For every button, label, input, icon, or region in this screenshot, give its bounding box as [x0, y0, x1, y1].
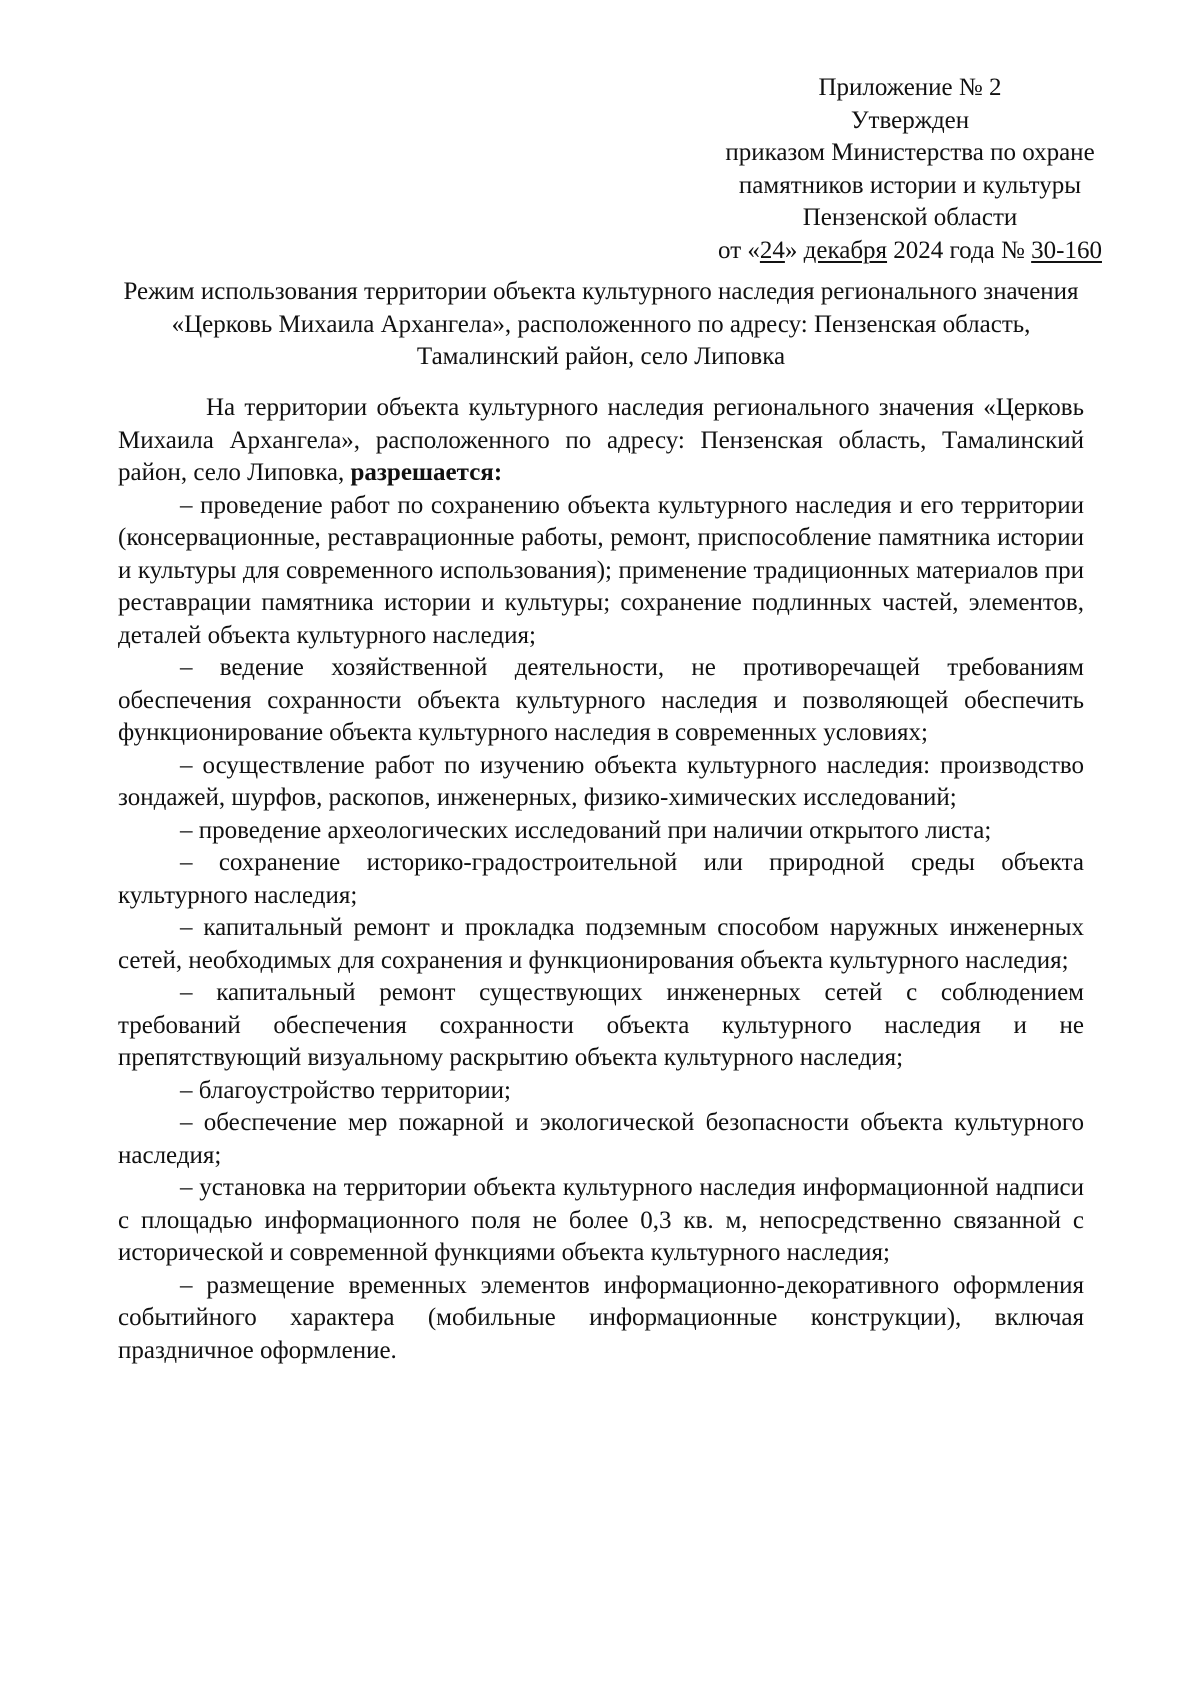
order-date-line — [650, 235, 1170, 268]
list-item: – капитальный ремонт существующих инженерных сетей с соблюдением требований обеспечения сохранности объекта культурного наследия и не препятствующий визуальному раскрытию объекта культурного наследия; — [118, 979, 1084, 1071]
date-prefix: от « — [718, 236, 760, 264]
document-body — [118, 392, 1084, 1367]
list-item: – проведение археологических исследований при наличии открытого листа; — [180, 816, 992, 844]
list-item: – проведение работ по сохранению объекта культурного наследия и его территории (консервационные, реставрационные работы, ремонт, приспособление памятника истории и культуры для современного использования); применение традиционных материалов при реставрации памятника истории и культуры; сохранение подлинных частей, элементов, деталей объекта культурного наследия; — [118, 491, 1084, 649]
appendix-label: Приложение № 2 — [818, 74, 1002, 101]
list-item: – осуществление работ по изучению объекта культурного наследия: производство зондажей, шурфов, раскопов, инженерных, физико-химических исследований; — [118, 751, 1084, 811]
intro-paragraph — [118, 392, 1084, 490]
region-line: Пензенской области — [802, 204, 1018, 231]
intro-text: На территории объекта культурного наследия регионального значения «Церковь Михаила Архангела», расположенного по адресу: Пензенская область, Тамалинский район, село Липовка, — [118, 394, 1084, 486]
list-item: – установка на территории объекта культурного наследия информационной надписи с площадью информационного поля не более 0,3 кв. м, непосредственно связанной с исторической и современной функциями объекта культурного наследия; — [118, 1174, 1084, 1266]
date-mid: » — [784, 236, 804, 264]
approved-label: Утвержден — [850, 106, 970, 134]
approval-block — [650, 72, 1170, 267]
list-item: – сохранение историко-градостроительной или природной среды объекта культурного наследия; — [118, 849, 1084, 909]
list-item: – ведение хозяйственной деятельности, не противоречащей требованиям обеспечения сохранности объекта культурного наследия и позволяющей обеспечить функционирование объекта культурного наследия в современных условиях; — [118, 654, 1084, 746]
list-item: – благоустройство территории; — [180, 1076, 511, 1104]
order-line: приказом Министерства по охране — [725, 139, 1095, 166]
ministry-line: памятников истории и культуры — [738, 171, 1082, 199]
list-item: – обеспечение мер пожарной и экологической безопасности объекта культурного наследия; — [118, 1109, 1084, 1169]
list-item: – размещение временных элементов информационно-декоративного оформления событийного характера (мобильные информационные конструкции), включая праздничное оформление. — [118, 1271, 1084, 1364]
document-title: Режим использования территории объекта культурного наследия регионального значения «Церковь Михаила Архангела», расположенного по адресу: Пензенская область, Тамалинский район, село Липовка — [123, 278, 1079, 370]
date-year: 2024 года № — [887, 236, 1032, 264]
list-item: – капитальный ремонт и прокладка подземным способом наружных инженерных сетей, необходимых для сохранения и функционирования объекта культурного наследия; — [118, 914, 1084, 974]
order-number: 30-160 — [1031, 236, 1102, 264]
date-month: декабря — [803, 236, 888, 264]
date-day: 24 — [759, 236, 785, 264]
intro-bold: разрешается: — [350, 459, 503, 486]
